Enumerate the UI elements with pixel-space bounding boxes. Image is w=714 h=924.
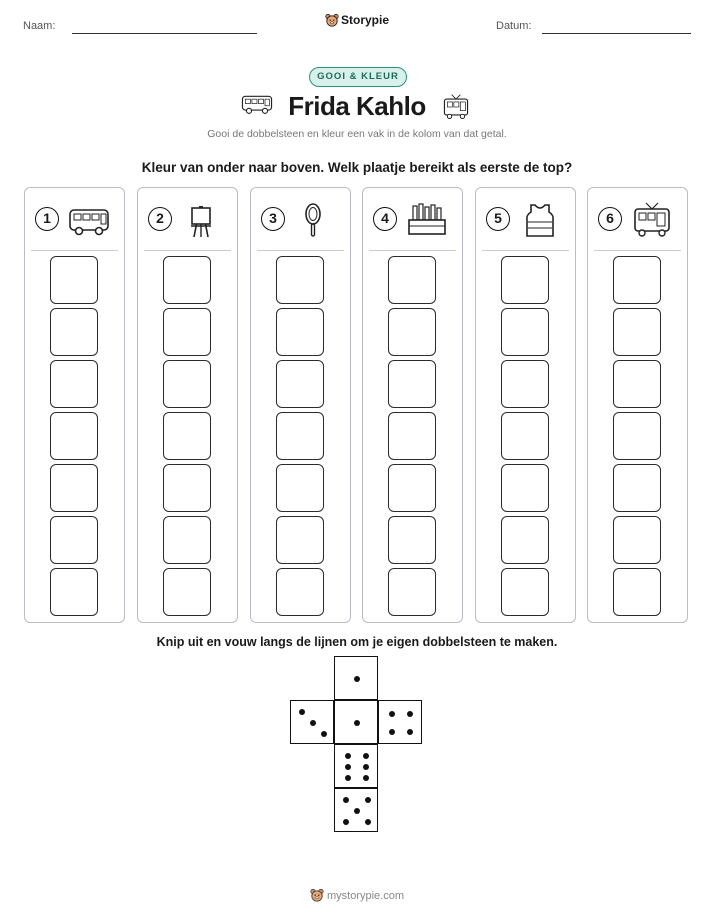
color-box[interactable] [50, 308, 98, 356]
color-box[interactable] [163, 568, 211, 616]
column-number: 6 [598, 207, 622, 231]
color-box[interactable] [501, 568, 549, 616]
pip [365, 819, 371, 825]
color-box[interactable] [50, 464, 98, 512]
pip [389, 711, 395, 717]
pip [343, 819, 349, 825]
color-box[interactable] [388, 308, 436, 356]
color-box[interactable] [501, 308, 549, 356]
color-box[interactable] [276, 568, 324, 616]
pip [310, 720, 316, 726]
column-5 [475, 187, 576, 623]
column-number: 3 [261, 207, 285, 231]
color-box[interactable] [50, 412, 98, 460]
color-box[interactable] [388, 412, 436, 460]
paint-box-icon [405, 202, 449, 238]
die-face-6 [334, 744, 378, 788]
pip [345, 764, 351, 770]
pip [354, 808, 360, 814]
color-box[interactable] [50, 360, 98, 408]
color-box[interactable] [276, 464, 324, 512]
die-face-5 [334, 788, 378, 832]
pip [363, 775, 369, 781]
column-6 [587, 187, 688, 623]
die-face-1 [334, 656, 378, 700]
color-box[interactable] [50, 516, 98, 564]
column-number: 2 [148, 207, 172, 231]
color-box[interactable] [613, 308, 661, 356]
brand-logo [0, 13, 714, 27]
color-box[interactable] [163, 308, 211, 356]
activity-badge: GOOI & KLEUR [309, 67, 407, 87]
pip [343, 797, 349, 803]
pip [321, 731, 327, 737]
instruction-text: Kleur van onder naar boven. Welk plaatje bereikt als eerste de top? [141, 160, 573, 175]
footer [0, 888, 714, 902]
color-box[interactable] [388, 464, 436, 512]
die-face-3 [290, 700, 334, 744]
column-1 [24, 187, 125, 623]
color-box[interactable] [501, 412, 549, 460]
subtitle: Gooi de dobbelsteen en kleur een vak in de kolom van dat getal. [207, 128, 507, 140]
color-box[interactable] [613, 256, 661, 304]
color-box[interactable] [388, 360, 436, 408]
name-line[interactable] [72, 33, 257, 34]
pip [299, 709, 305, 715]
hand-mirror-icon [293, 202, 337, 238]
tram-icon [630, 202, 674, 238]
name-label: Naam: [23, 20, 56, 32]
column-number: 1 [35, 207, 59, 231]
column-number: 4 [373, 207, 397, 231]
tram-icon [441, 94, 471, 120]
footer-url[interactable]: mystorypie.com [326, 890, 405, 902]
pip [345, 775, 351, 781]
pip [354, 676, 360, 682]
color-box[interactable] [50, 256, 98, 304]
color-box[interactable] [276, 360, 324, 408]
color-box[interactable] [388, 568, 436, 616]
color-box[interactable] [163, 516, 211, 564]
color-box[interactable] [163, 360, 211, 408]
color-box[interactable] [163, 256, 211, 304]
date-line[interactable] [542, 33, 691, 34]
brand-name: Storypie [340, 13, 389, 27]
die-face-1 [334, 700, 378, 744]
color-box[interactable] [501, 464, 549, 512]
color-box[interactable] [613, 568, 661, 616]
column-number: 5 [486, 207, 510, 231]
pip [345, 753, 351, 759]
pip [354, 720, 360, 726]
color-box[interactable] [276, 516, 324, 564]
bus-icon [67, 202, 111, 238]
cut-instruction: Knip uit en vouw langs de lijnen om je eigen dobbelsteen te maken. [156, 635, 558, 649]
color-box[interactable] [613, 412, 661, 460]
color-box[interactable] [388, 516, 436, 564]
color-box[interactable] [501, 256, 549, 304]
die-face-4 [378, 700, 422, 744]
column-4 [362, 187, 463, 623]
color-box[interactable] [276, 308, 324, 356]
column-3 [250, 187, 351, 623]
color-box[interactable] [163, 412, 211, 460]
pip [407, 711, 413, 717]
color-box[interactable] [613, 516, 661, 564]
bear-icon [325, 13, 339, 27]
pip [365, 797, 371, 803]
color-box[interactable] [501, 360, 549, 408]
column-2 [137, 187, 238, 623]
color-box[interactable] [613, 464, 661, 512]
tank-top-icon [518, 202, 562, 238]
pip [389, 729, 395, 735]
color-box[interactable] [50, 568, 98, 616]
color-box[interactable] [501, 516, 549, 564]
bear-icon [310, 888, 324, 902]
pip [407, 729, 413, 735]
color-box[interactable] [163, 464, 211, 512]
pip [363, 764, 369, 770]
color-box[interactable] [276, 256, 324, 304]
date-label: Datum: [496, 20, 532, 32]
pip [363, 753, 369, 759]
color-box[interactable] [613, 360, 661, 408]
color-box[interactable] [276, 412, 324, 460]
page-title: Frida Kahlo [288, 91, 426, 121]
color-box[interactable] [388, 256, 436, 304]
easel-icon [180, 202, 224, 238]
